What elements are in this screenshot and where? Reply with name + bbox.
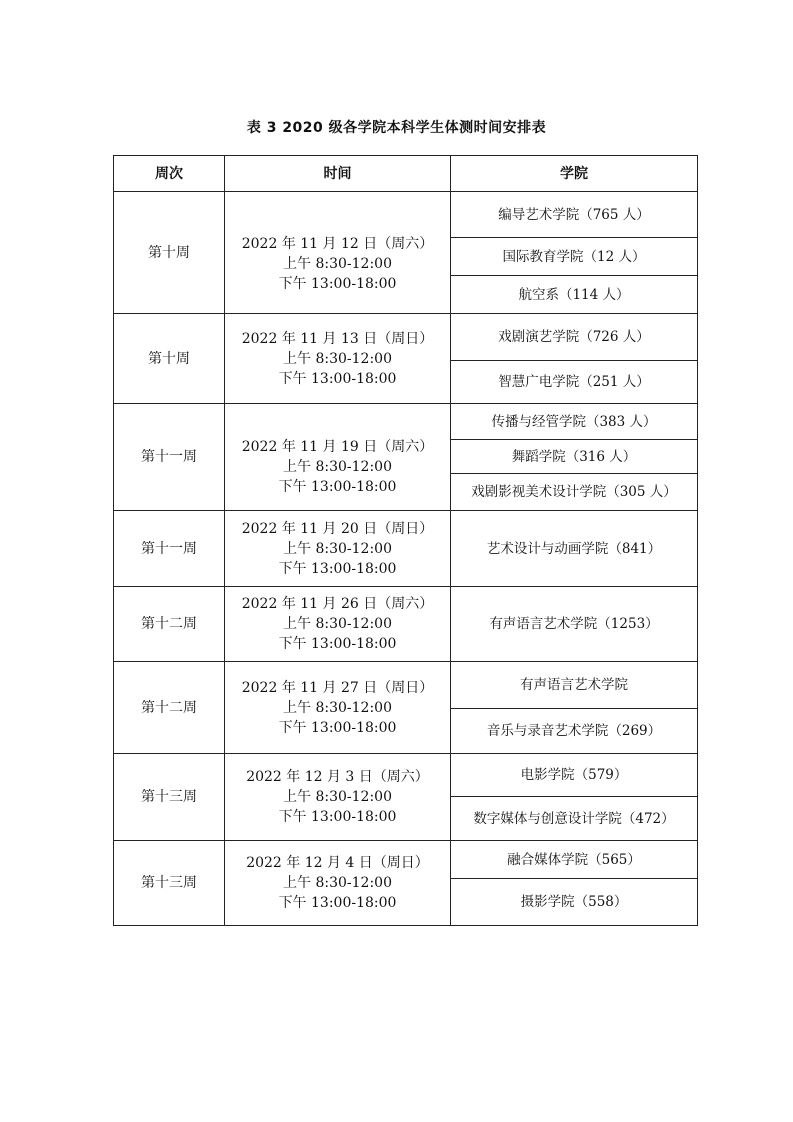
time-cell [225,314,451,404]
college-cell: 艺术设计与动画学院（841） [451,511,698,587]
college-cell: 国际教育学院（12 人） [451,238,698,276]
time-cell [225,841,451,926]
table-row [114,404,698,440]
week-cell: 第十三周 [114,754,225,841]
date-text: 2022 年 11 月 12 日（周六） [241,235,434,252]
date-text: 2022 年 11 月 13 日（周日） [241,330,434,347]
week-cell: 第十一周 [114,511,225,587]
afternoon-time: 下午 13:00-18:00 [278,719,397,736]
college-cell: 智慧广电学院（251 人） [451,361,698,404]
week-cell: 第十周 [114,192,225,314]
week-cell: 第十三周 [114,841,225,926]
college-cell: 舞蹈学院（316 人） [451,440,698,474]
afternoon-time: 下午 13:00-18:00 [278,636,397,652]
college-cell: 戏剧演艺学院（726 人） [451,314,698,361]
date-text: 2022 年 11 月 27 日（周日） [241,679,434,696]
header-week: 周次 [114,156,225,192]
afternoon-time: 下午 13:00-18:00 [278,895,397,911]
college-cell: 融合媒体学院（565） [451,841,698,879]
date-text: 2022 年 12 月 3 日（周六） [246,769,429,785]
college-cell: 音乐与录音艺术学院（269） [451,709,698,754]
week-cell: 第十周 [114,314,225,404]
afternoon-time: 下午 13:00-18:00 [278,275,397,292]
college-cell: 传播与经管学院（383 人） [451,404,698,440]
afternoon-time: 下午 13:00-18:00 [278,370,397,387]
morning-time: 上午 8:30-12:00 [283,350,392,367]
table-row [114,587,698,662]
table-row [114,662,698,709]
time-cell [225,404,451,511]
week-cell: 第十二周 [114,662,225,754]
morning-time: 上午 8:30-12:00 [283,699,392,716]
afternoon-time: 下午 13:00-18:00 [278,560,397,577]
date-text: 2022 年 11 月 26 日（周六） [241,596,434,612]
time-cell [225,192,451,314]
college-cell: 编导艺术学院（765 人） [451,192,698,238]
table-title: 表 3 2020 级各学院本科学生体测时间安排表 [246,120,547,136]
college-cell: 数字媒体与创意设计学院（472） [451,797,698,841]
afternoon-time: 下午 13:00-18:00 [278,479,397,495]
college-cell: 电影学院（579） [451,754,698,797]
header-college: 学院 [451,156,698,192]
table-row [114,754,698,797]
college-cell: 戏剧影视美术设计学院（305 人） [451,474,698,511]
morning-time: 上午 8:30-12:00 [283,875,392,891]
week-cell: 第十一周 [114,404,225,511]
time-cell [225,587,451,662]
table-row [114,841,698,879]
morning-time: 上午 8:30-12:00 [283,255,392,272]
college-cell: 有声语言艺术学院 [451,662,698,709]
header-time: 时间 [225,156,451,192]
table-row [114,511,698,587]
college-cell: 有声语言艺术学院（1253） [451,587,698,662]
morning-time: 上午 8:30-12:00 [283,616,392,632]
college-cell: 摄影学院（558） [451,879,698,926]
date-text: 2022 年 11 月 20 日（周日） [241,520,434,537]
header-row [114,156,698,192]
afternoon-time: 下午 13:00-18:00 [278,809,397,825]
time-cell [225,662,451,754]
date-text: 2022 年 12 月 4 日（周日） [246,855,429,871]
morning-time: 上午 8:30-12:00 [283,459,392,475]
morning-time: 上午 8:30-12:00 [283,789,392,805]
date-text: 2022 年 11 月 19 日（周六） [241,439,434,455]
table-row [114,314,698,361]
college-cell: 航空系（114 人） [451,276,698,314]
schedule-table [113,155,698,926]
morning-time: 上午 8:30-12:00 [283,540,392,557]
table-row [114,192,698,238]
time-cell [225,511,451,587]
time-cell [225,754,451,841]
week-cell: 第十二周 [114,587,225,662]
